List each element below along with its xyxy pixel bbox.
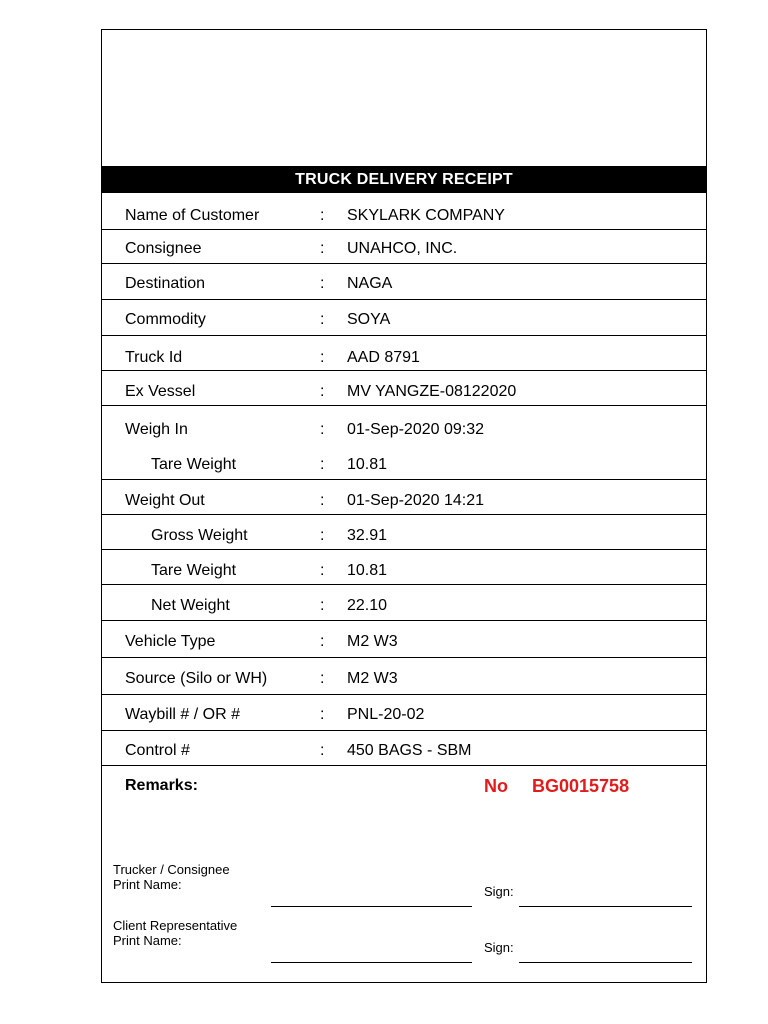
- field-colon: :: [320, 275, 325, 292]
- row-divider: [102, 584, 706, 585]
- field-label: Commodity: [125, 311, 206, 328]
- field-colon: :: [320, 421, 325, 438]
- sign-line: [519, 906, 692, 907]
- field-colon: :: [320, 456, 325, 473]
- field-colon: :: [320, 742, 325, 759]
- field-value: 01-Sep-2020 14:21: [347, 492, 484, 509]
- field-colon: :: [320, 349, 325, 366]
- field-value: SOYA: [347, 311, 391, 328]
- field-colon: :: [320, 383, 325, 400]
- receipt-sheet: [101, 29, 707, 983]
- field-label: Vehicle Type: [125, 633, 216, 650]
- field-label: Destination: [125, 275, 206, 292]
- field-label: Weight Out: [125, 492, 205, 509]
- field-value: 450 BAGS - SBM: [347, 742, 472, 759]
- field-colon: :: [320, 492, 325, 509]
- field-label: Tare Weight: [151, 456, 237, 473]
- row-divider: [102, 405, 706, 406]
- row-divider: [102, 765, 706, 766]
- field-value: MV YANGZE-08122020: [347, 383, 517, 400]
- sign-line: [519, 962, 692, 963]
- row-divider: [102, 514, 706, 515]
- row-divider: [102, 263, 706, 264]
- remarks-label: Remarks:: [125, 777, 198, 794]
- row-divider: [102, 657, 706, 658]
- receipt-number: BG0015758: [532, 776, 630, 796]
- field-label: Gross Weight: [151, 527, 248, 544]
- field-colon: :: [320, 527, 325, 544]
- field-label: Consignee: [125, 240, 202, 257]
- sign-label: Sign:: [484, 884, 514, 899]
- print-name-line: [271, 962, 472, 963]
- field-value: 32.91: [347, 527, 388, 544]
- field-colon: :: [320, 633, 325, 650]
- row-divider: [102, 335, 706, 336]
- row-divider: [102, 549, 706, 550]
- field-value: 10.81: [347, 562, 388, 579]
- field-label: Tare Weight: [151, 562, 237, 579]
- field-colon: :: [320, 207, 325, 224]
- row-divider: [102, 299, 706, 300]
- field-label: Truck Id: [125, 349, 183, 366]
- field-value: UNAHCO, INC.: [347, 240, 458, 257]
- field-value: M2 W3: [347, 633, 398, 650]
- print-name-label: Print Name:: [113, 933, 182, 948]
- field-label: Net Weight: [151, 597, 230, 614]
- field-colon: :: [320, 670, 325, 687]
- field-label: Name of Customer: [125, 207, 260, 224]
- field-value: 10.81: [347, 456, 388, 473]
- receipt-title: TRUCK DELIVERY RECEIPT: [102, 166, 706, 193]
- field-colon: :: [320, 562, 325, 579]
- field-colon: :: [320, 597, 325, 614]
- field-label: Weigh In: [125, 421, 188, 438]
- field-value: M2 W3: [347, 670, 398, 687]
- field-label: Ex Vessel: [125, 383, 196, 400]
- row-divider: [102, 479, 706, 480]
- sign-label: Sign:: [484, 940, 514, 955]
- field-label: Source (Silo or WH): [125, 670, 268, 687]
- field-value: PNL-20-02: [347, 706, 425, 723]
- field-colon: :: [320, 240, 325, 257]
- row-divider: [102, 694, 706, 695]
- field-colon: :: [320, 706, 325, 723]
- signature-role-trucker: Trucker / Consignee: [113, 862, 230, 877]
- field-label: Control #: [125, 742, 190, 759]
- field-value: SKYLARK COMPANY: [347, 207, 505, 224]
- field-value: 01-Sep-2020 09:32: [347, 421, 484, 438]
- row-divider: [102, 620, 706, 621]
- row-divider: [102, 229, 706, 230]
- print-name-label: Print Name:: [113, 877, 182, 892]
- receipt-number-label: No: [484, 776, 508, 796]
- signature-role-client: Client Representative: [113, 918, 238, 933]
- field-colon: :: [320, 311, 325, 328]
- field-value: 22.10: [347, 597, 388, 614]
- row-divider: [102, 370, 706, 371]
- field-value: NAGA: [347, 275, 393, 292]
- field-label: Waybill # / OR #: [125, 706, 240, 723]
- row-divider: [102, 730, 706, 731]
- print-name-line: [271, 906, 472, 907]
- field-value: AAD 8791: [347, 349, 420, 366]
